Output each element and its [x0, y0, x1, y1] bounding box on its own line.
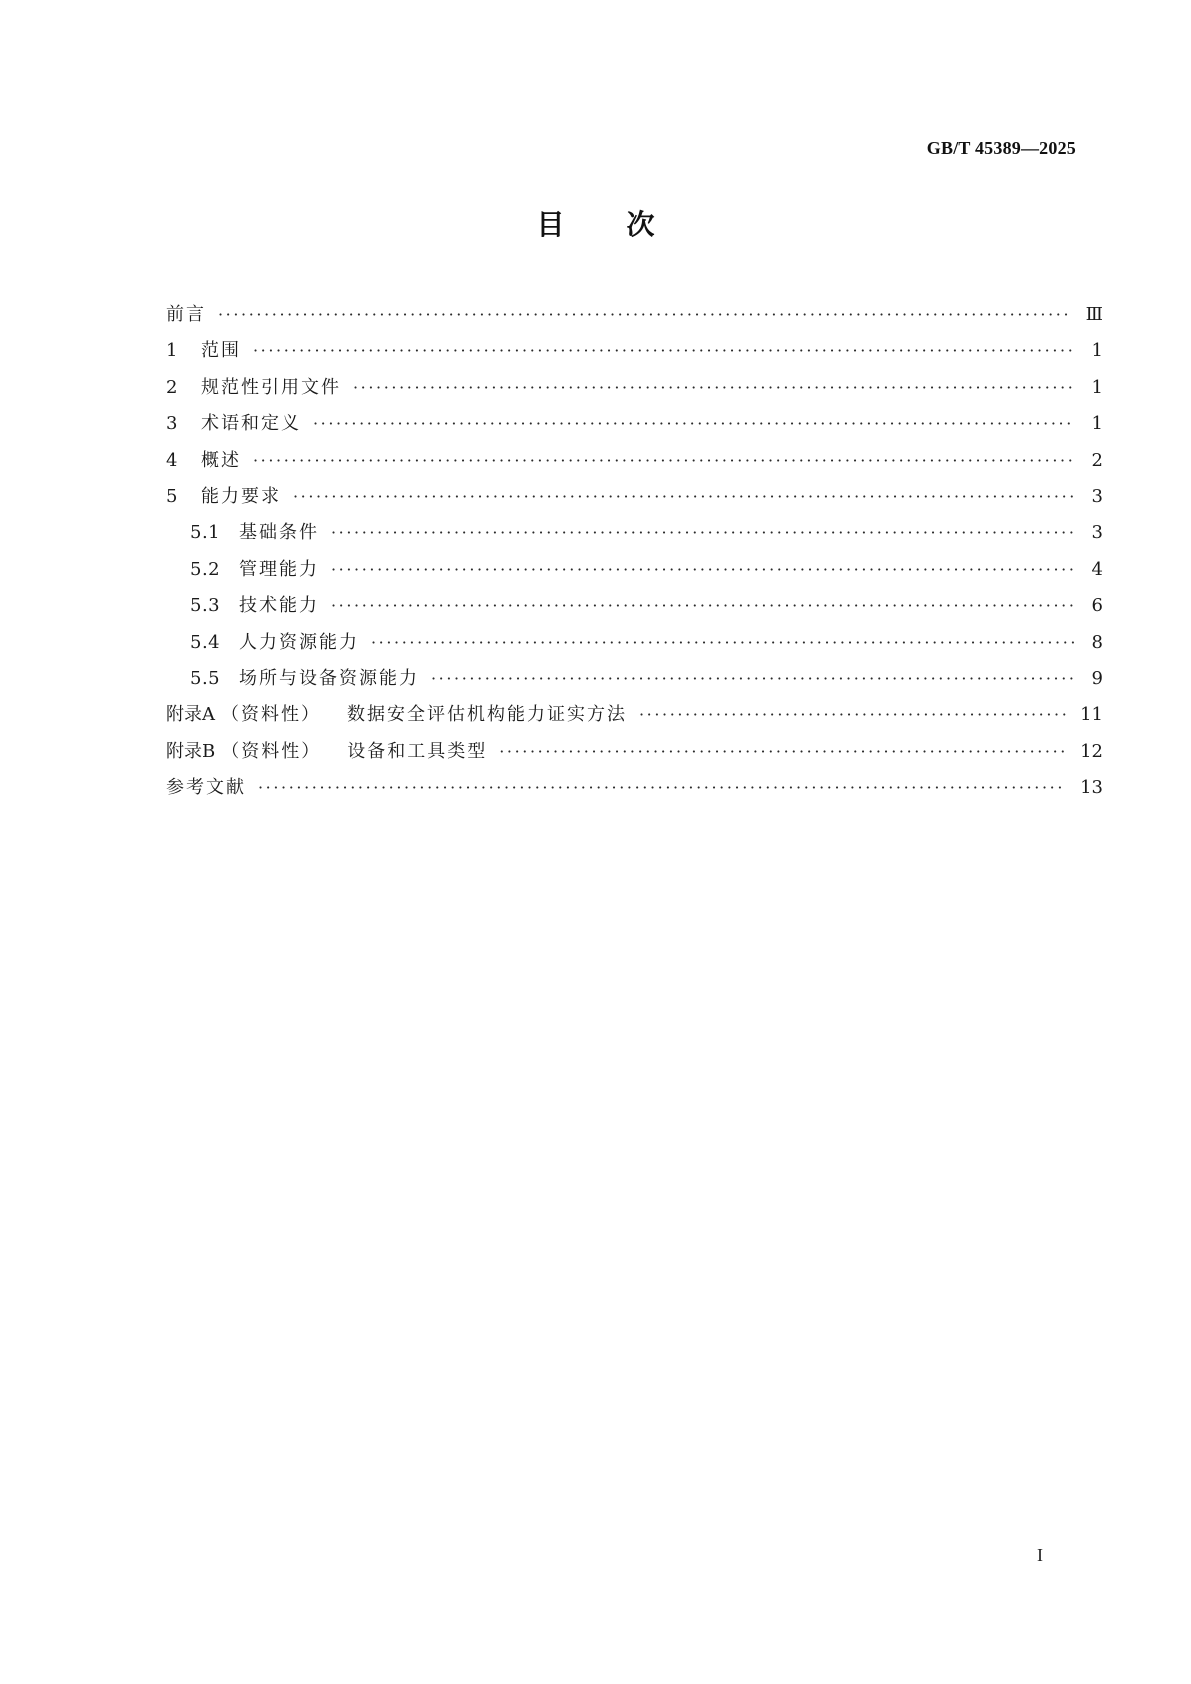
toc-entry-number: 5.4 — [190, 631, 221, 653]
dot-leader — [499, 740, 1066, 764]
toc-entry-label: 范围 — [201, 340, 241, 362]
toc-heading-char-1: 目 — [536, 208, 565, 241]
toc-entry-number: 4 — [166, 449, 178, 471]
toc-entry-label: 概述 — [201, 449, 241, 471]
toc-entry-number: 5.1 — [190, 522, 221, 544]
dot-leader — [258, 776, 1066, 800]
dot-leader — [371, 631, 1075, 655]
toc-entry-5-4[interactable] — [166, 631, 1103, 667]
toc-entry-annex-category: （资料性） — [221, 704, 321, 726]
toc-entry-page: 4 — [1091, 558, 1103, 580]
toc-entry-bibliography[interactable] — [166, 776, 1103, 812]
toc-entry-label: 能力要求 — [201, 485, 281, 507]
toc-entry-number: 5.5 — [190, 667, 221, 689]
dot-leader — [313, 412, 1075, 436]
toc-entry-3[interactable] — [166, 412, 1103, 448]
toc-entry-5-5[interactable] — [166, 667, 1103, 703]
toc-heading-char-2: 次 — [626, 208, 655, 241]
toc-entry-annex-b[interactable] — [166, 740, 1103, 776]
toc-entry-number: 2 — [166, 376, 178, 398]
toc-entry-1[interactable] — [166, 339, 1103, 375]
toc-entry-2[interactable] — [166, 376, 1103, 412]
toc-entry-number: 3 — [166, 413, 178, 435]
dot-leader — [353, 376, 1075, 400]
toc-entry-number: 1 — [166, 340, 178, 362]
toc-entry-page: 1 — [1091, 340, 1103, 362]
toc-entry-5-1[interactable] — [166, 521, 1103, 557]
toc-entry-annex-number: 附录B — [166, 740, 216, 762]
toc-entry-annex-number: 附录A — [166, 704, 215, 726]
toc-entry-page: 11 — [1080, 704, 1103, 726]
toc-entry-page: 1 — [1091, 413, 1103, 435]
toc-entry-page: 8 — [1091, 631, 1103, 653]
toc-entry-foreword[interactable] — [166, 303, 1103, 339]
toc-entry-page: 6 — [1091, 595, 1103, 617]
dot-leader — [331, 558, 1075, 582]
toc-entry-label: 场所与设备资源能力 — [239, 667, 419, 689]
toc-entry-label: 参考文献 — [166, 777, 246, 799]
document-code: GB/T 45389—2025 — [926, 138, 1076, 158]
toc-entry-page: 13 — [1080, 777, 1103, 799]
toc-entry-page: 3 — [1091, 485, 1103, 507]
toc-entry-number: 5 — [166, 485, 178, 507]
toc-entry-number: 5.3 — [190, 595, 221, 617]
toc-entry-label: 人力资源能力 — [239, 631, 359, 653]
toc-entry-label: 基础条件 — [239, 522, 319, 544]
toc-entry-label: 管理能力 — [239, 558, 319, 580]
page-number: I — [1037, 1545, 1043, 1565]
toc-entry-annex-a[interactable] — [166, 703, 1103, 739]
toc-entry-annex-category: （资料性） — [221, 740, 322, 762]
dot-leader — [253, 339, 1075, 363]
dot-leader — [218, 303, 1072, 327]
toc-entry-page: 9 — [1091, 667, 1103, 689]
toc-entry-page: 1 — [1091, 376, 1103, 398]
toc-entry-page: 2 — [1091, 449, 1103, 471]
dot-leader — [331, 594, 1075, 618]
toc-entry-5[interactable] — [166, 485, 1103, 521]
toc-entry-label: 规范性引用文件 — [201, 376, 341, 398]
toc-entry-5-2[interactable] — [166, 558, 1103, 594]
toc-entry-label: 技术能力 — [239, 595, 319, 617]
toc-entry-label: 设备和工具类型 — [347, 740, 488, 762]
toc-entry-page: 12 — [1080, 740, 1103, 762]
toc-entry-4[interactable] — [166, 449, 1103, 485]
dot-leader — [293, 485, 1075, 509]
toc-entry-page: Ⅲ — [1085, 304, 1103, 325]
toc-entry-page: 3 — [1091, 522, 1103, 544]
dot-leader — [639, 703, 1066, 727]
toc-entry-label: 数据安全评估机构能力证实方法 — [347, 704, 627, 726]
dot-leader — [331, 521, 1075, 545]
toc-heading — [0, 203, 1191, 243]
toc-entry-label: 术语和定义 — [201, 413, 301, 435]
toc-entry-5-3[interactable] — [166, 594, 1103, 630]
table-of-contents — [166, 303, 1103, 812]
toc-entry-label: 前言 — [166, 304, 206, 325]
dot-leader — [431, 667, 1075, 691]
toc-entry-number: 5.2 — [190, 558, 221, 580]
dot-leader — [253, 449, 1075, 473]
